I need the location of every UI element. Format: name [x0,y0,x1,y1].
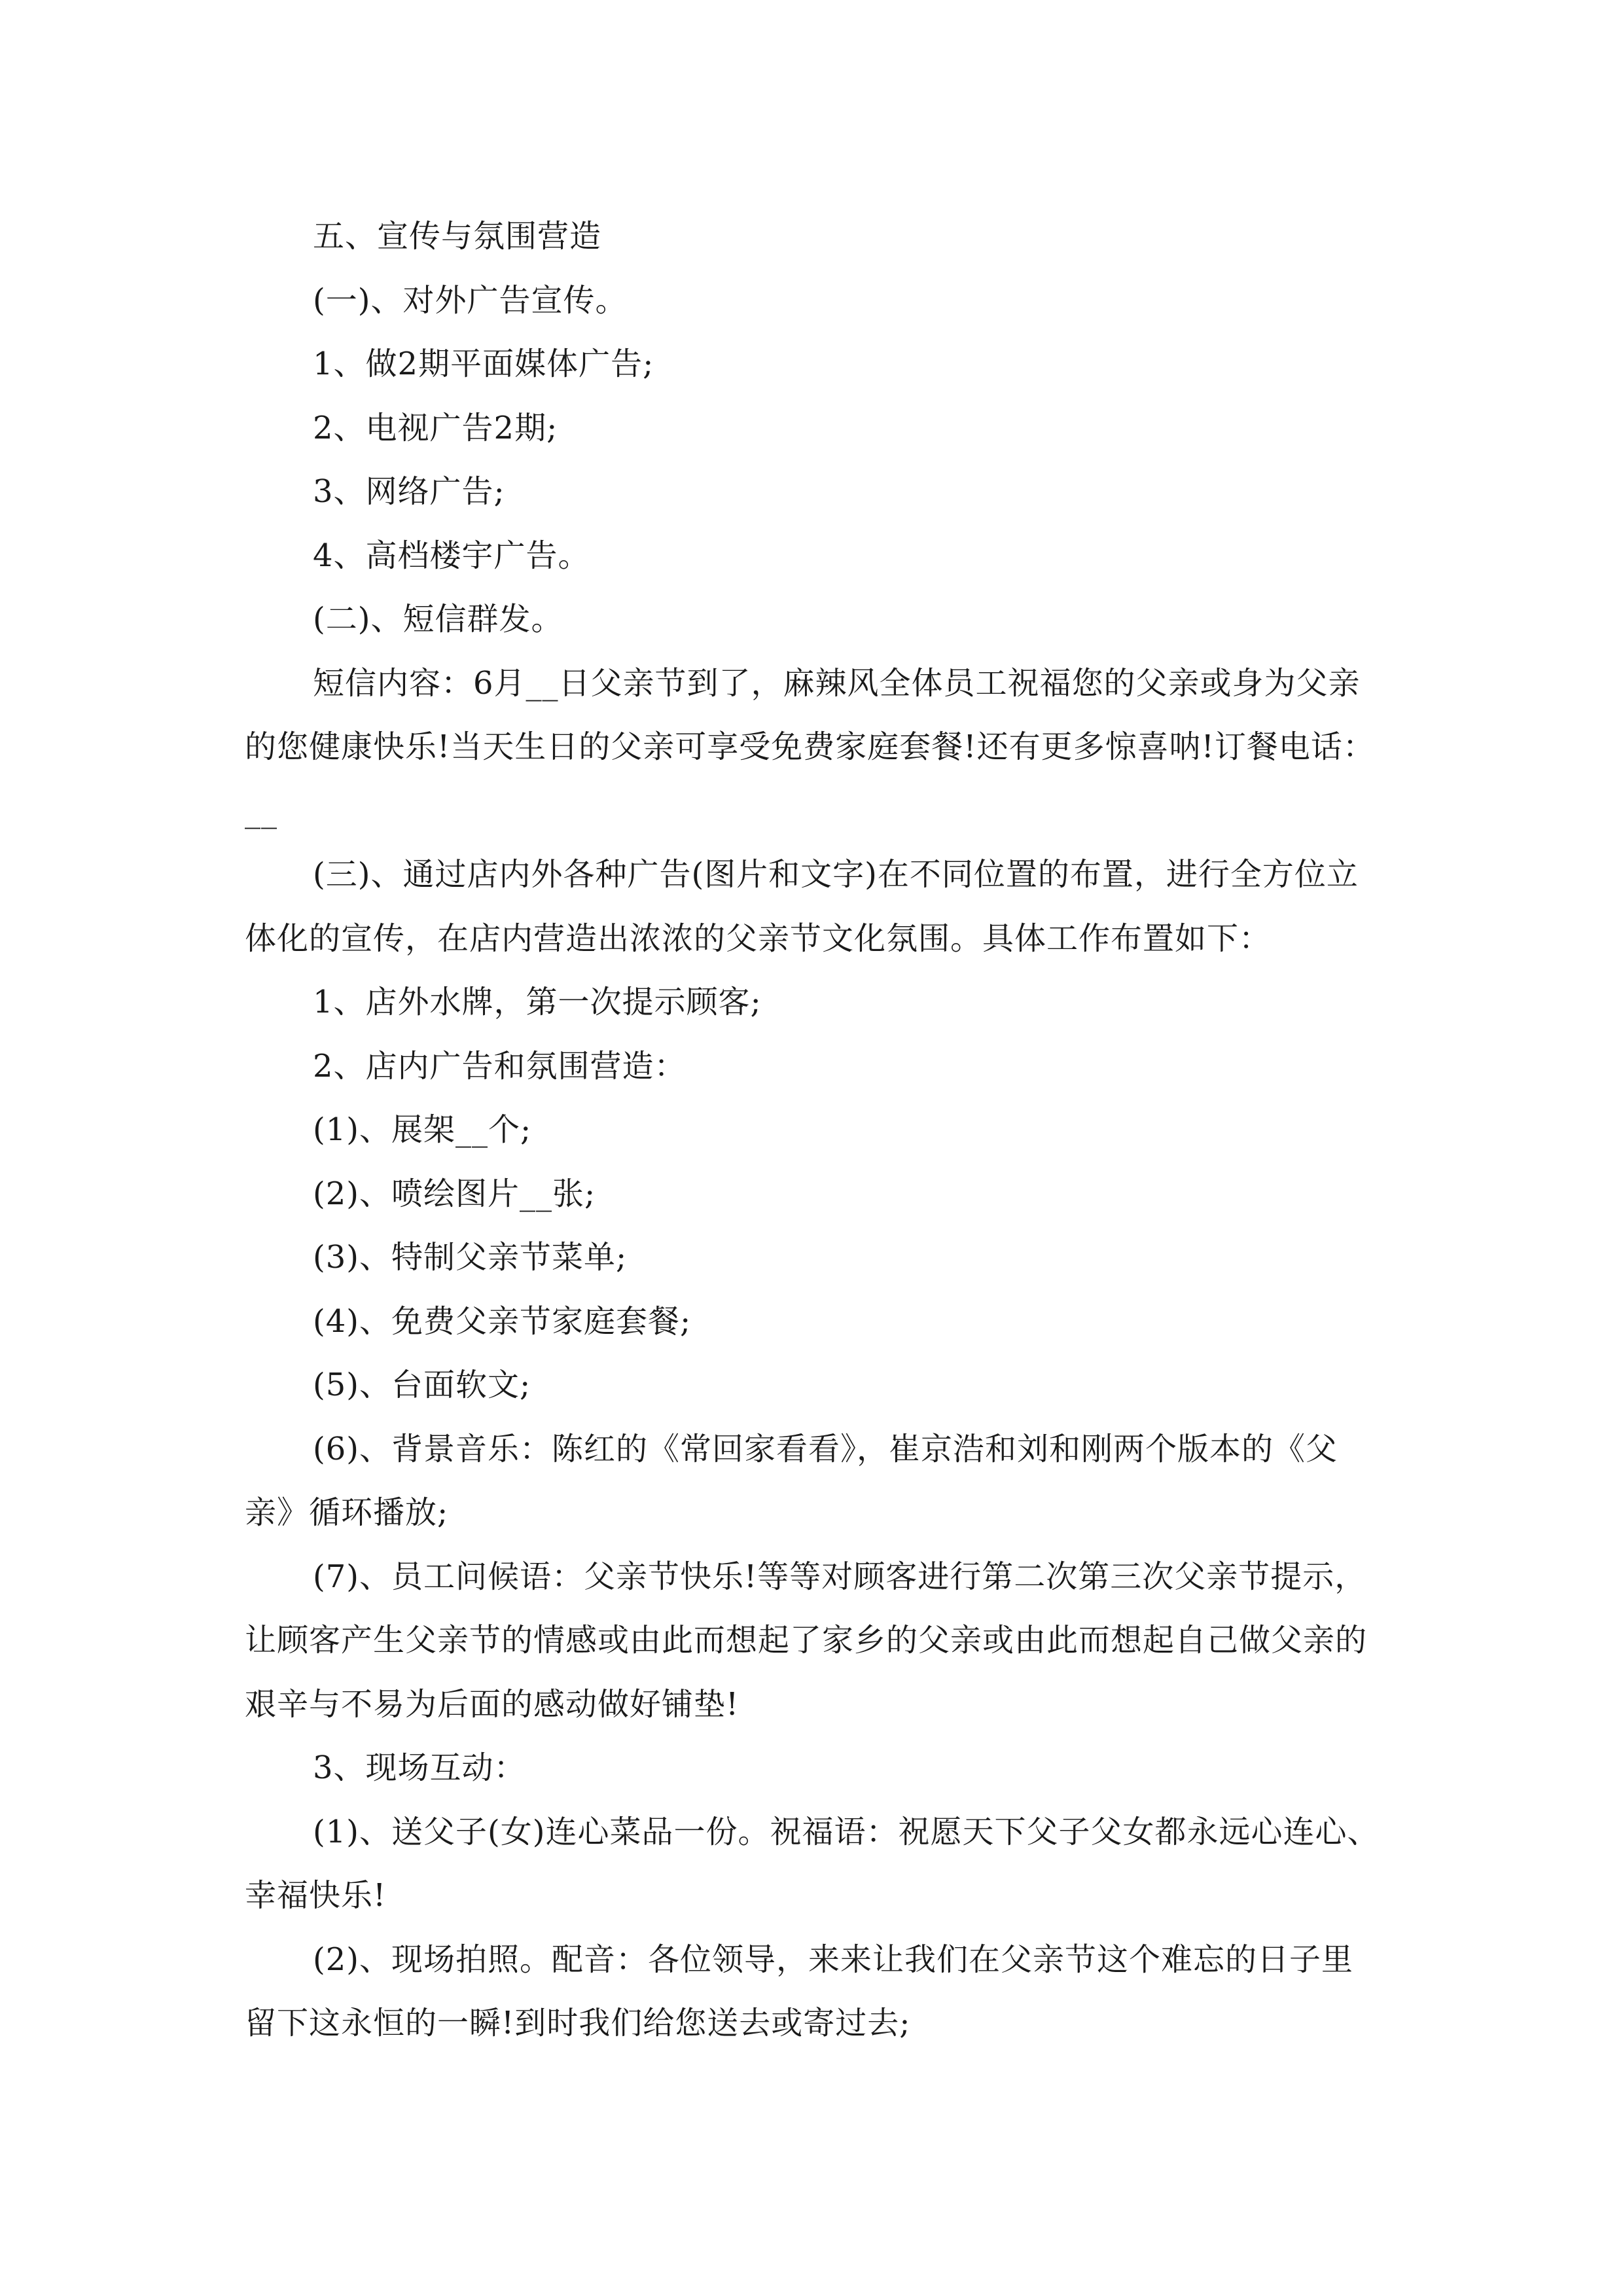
list-item: (2)、现场拍照。配音：各位领导，来来让我们在父亲节这个难忘的日子里留下这永恒的一瞬!到时我们给您送去或寄过去; [245,1941,1353,2041]
list-item: (6)、背景音乐：陈红的《常回家看看》，崔京浩和刘和刚两个版本的《父亲》循环播放; [245,1430,1338,1531]
list-item: (2)、喷绘图片__张; [313,1175,596,1212]
list-item: 2、店内广告和氛围营造： [313,1047,687,1085]
list-item: (3)、特制父亲节菜单; [313,1239,628,1276]
list-item: 3、网络广告; [313,473,505,510]
list-item: (1)、送父子(女)连心菜品一份。祝福语：祝愿天下父子父女都永远心连心、幸福快乐! [245,1813,1380,1914]
list-item: (4)、免费父亲节家庭套餐; [313,1302,692,1340]
body-paragraph: (三)、通过店内外各种广告(图片和文字)在不同位置的布置，进行全方位立体化的宣传，在店内营造出浓浓的父亲节文化氛围。具体工作布置如下： [245,856,1359,957]
list-item: (7)、员工问候语：父亲节快乐!等等对顾客进行第二次第三次父亲节提示，让顾客产生父亲节的情感或由此而想起了家乡的父亲或由此而想起自己做父亲的艰辛与不易为后面的感动做好铺垫! [245,1558,1368,1723]
list-item: 3、现场互动： [313,1749,526,1786]
subsection-heading: (一)、对外广告宣传。 [313,281,628,319]
document-body [245,205,1383,2056]
list-item: 4、高档楼宇广告。 [313,537,590,574]
list-item: 1、店外水牌，第一次提示顾客; [313,984,762,1020]
subsection-heading: (二)、短信群发。 [313,601,563,637]
section-heading: 五、宣传与氛围营造 [313,218,602,255]
list-item: 1、做2期平面媒体广告; [313,346,654,382]
list-item: (1)、展架__个; [313,1111,532,1148]
body-paragraph: 短信内容：6月__日父亲节到了，麻辣风全体员工祝福您的父亲或身为父亲的您健康快乐!当天生日的父亲可享受免费家庭套餐!还有更多惊喜呐!订餐电话：__ [245,664,1375,829]
list-item: 2、电视广告2期; [313,409,558,446]
list-item: (5)、台面软文; [313,1367,531,1403]
